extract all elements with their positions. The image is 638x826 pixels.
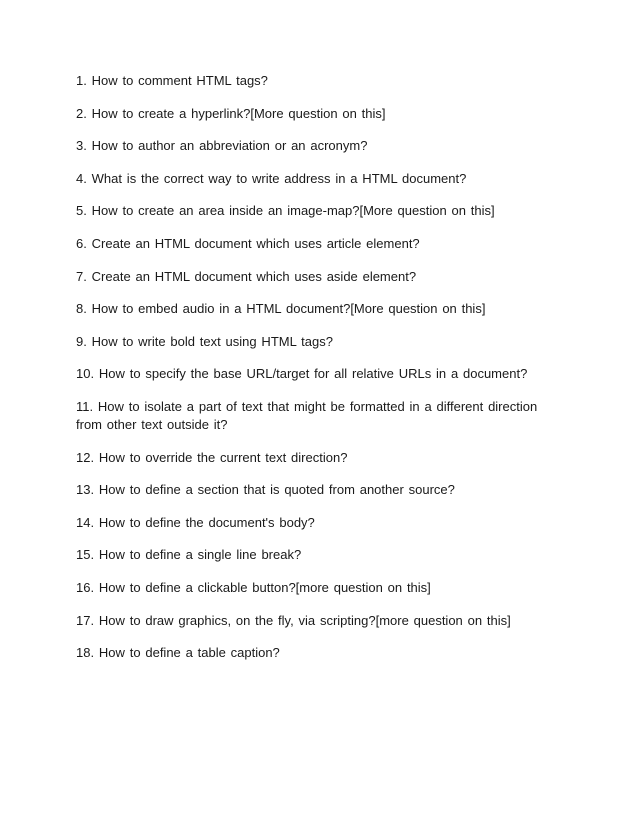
question-8: 8. How to embed audio in a HTML document?[More question on this] <box>76 301 486 317</box>
question-list <box>76 72 556 677</box>
question-13: 13. How to define a section that is quoted from another source? <box>76 482 455 498</box>
question-5: 5. How to create an area inside an image-map?[More question on this] <box>76 203 495 219</box>
question-4: 4. What is the correct way to write address in a HTML document? <box>76 170 467 186</box>
question-3: 3. How to author an abbreviation or an acronym? <box>76 138 368 154</box>
question-17: 17. How to draw graphics, on the fly, via scripting?[more question on this] <box>76 612 511 628</box>
question-18: 18. How to define a table caption? <box>76 645 280 661</box>
question-7: 7. Create an HTML document which uses aside element? <box>76 268 417 284</box>
question-1: 1. How to comment HTML tags? <box>76 73 268 88</box>
question-16: 16. How to define a clickable button?[more question on this] <box>76 579 431 595</box>
question-2: 2. How to create a hyperlink?[More question on this] <box>76 105 386 121</box>
question-10: 10. How to specify the base URL/target for all relative URLs in a document? <box>76 366 528 382</box>
question-11: 11. How to isolate a part of text that might be formatted in a different direction from other text outside it? <box>76 398 538 432</box>
question-15: 15. How to define a single line break? <box>76 547 302 563</box>
question-9: 9. How to write bold text using HTML tags? <box>76 333 333 349</box>
question-12: 12. How to override the current text direction? <box>76 449 348 465</box>
question-6: 6. Create an HTML document which uses article element? <box>76 235 420 251</box>
question-14: 14. How to define the document's body? <box>76 514 315 530</box>
